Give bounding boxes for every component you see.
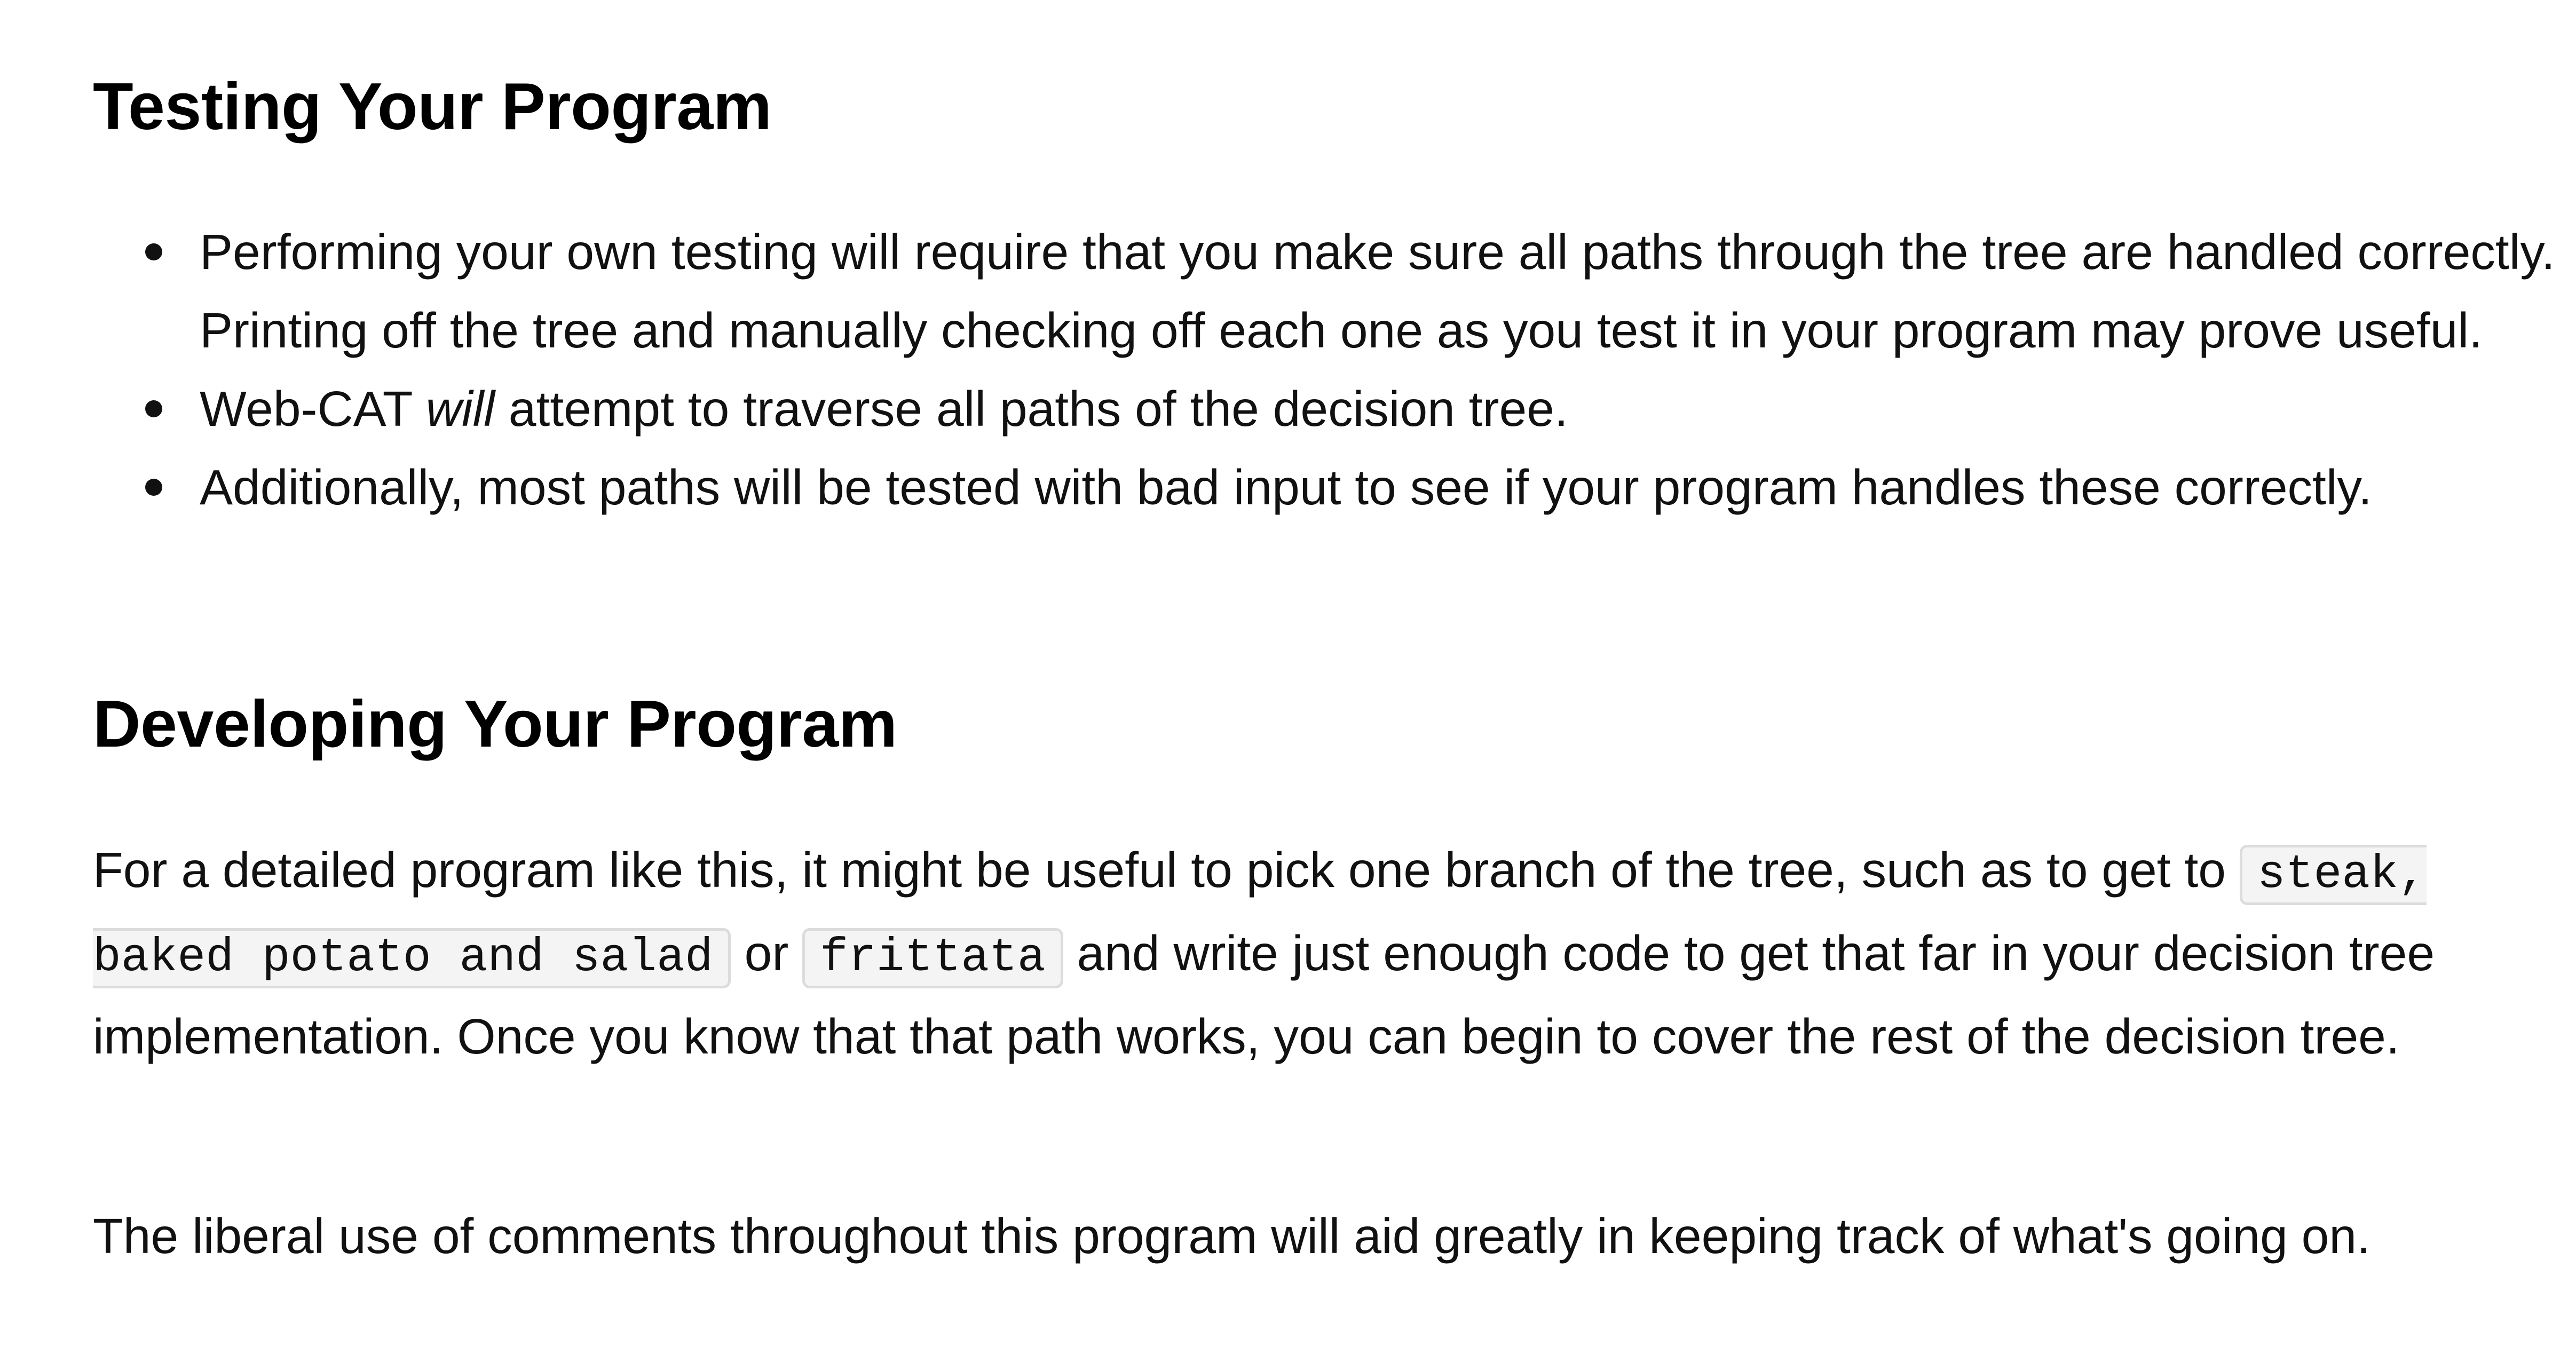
bullet-item <box>200 213 2576 370</box>
testing-bullet-list <box>93 213 2576 527</box>
section-heading-developing: Developing Your Program <box>93 687 897 761</box>
paragraph-text: For a detailed program like this, it might be useful to pick one branch of the tree, such as to get to <box>93 842 2240 898</box>
emphasis-text: will <box>425 381 495 437</box>
paragraph-text: and write just enough code to get that far in your decision tree implementation. Once you know that that path works, you can begin to cover the rest of the decision tree. <box>93 925 2435 1064</box>
bullet-text-suffix: attempt to traverse all paths of the decision tree. <box>494 381 1568 437</box>
paragraph-text: or <box>730 925 803 981</box>
bullet-text: Performing your own testing will require that you make sure all paths through the tree are handled correctly. Printing off the tree and manually checking off each one as you test it in your program may prove useful. <box>200 224 2555 358</box>
inline-code-steak: steak, baked potato and salad <box>93 845 2427 988</box>
section-heading-testing: Testing Your Program <box>93 70 772 144</box>
bullet-text-prefix: Web-CAT <box>200 381 426 437</box>
inline-code-frittata: frittata <box>802 928 1063 988</box>
bullet-item <box>200 448 2576 527</box>
bullet-text: Additionally, most paths will be tested with bad input to see if your program handles these correctly. <box>200 459 2372 515</box>
paragraph-developing-1 <box>93 831 2570 1076</box>
paragraph-developing-2: The liberal use of comments throughout this program will aid greatly in keeping track of what's going on. <box>93 1208 2370 1264</box>
bullet-item <box>200 370 2576 448</box>
